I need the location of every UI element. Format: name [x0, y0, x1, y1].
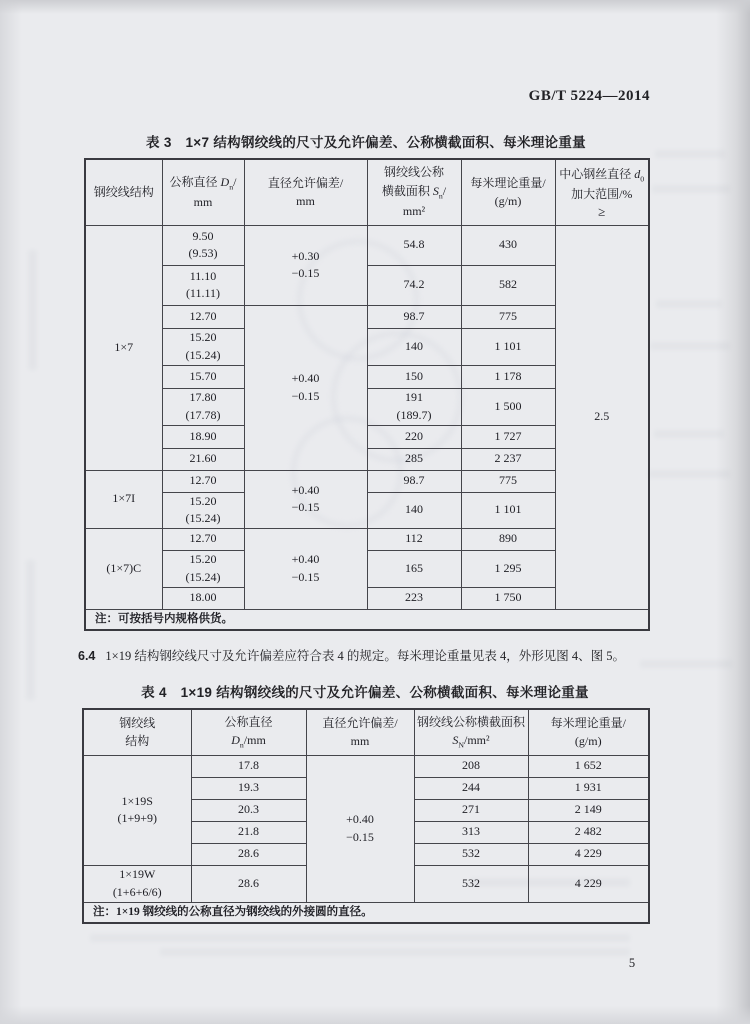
- header-diameter-tolerance: 直径允许偏差/ mm: [244, 159, 367, 225]
- cell-structure-1x7I: 1×7I: [85, 470, 162, 528]
- cell-diameter: 12.70: [162, 305, 244, 328]
- cell-tolerance: +0.40 −0.15: [306, 755, 414, 902]
- cell-area: 285: [367, 448, 461, 470]
- section-6-4: [78, 647, 664, 666]
- cell-area: 223: [367, 587, 461, 609]
- cell-mass: 2 149: [528, 799, 649, 821]
- cell-area: 244: [414, 777, 528, 799]
- cell-diameter: 15.20 (15.24): [162, 550, 244, 587]
- cell-area: 165: [367, 550, 461, 587]
- cell-mass: 1 750: [461, 587, 555, 609]
- cell-area: 98.7: [367, 305, 461, 328]
- cell-area: 140: [367, 492, 461, 528]
- cell-area: 208: [414, 755, 528, 777]
- bleed-through-smudge: [160, 948, 630, 956]
- cell-mass: 890: [461, 528, 555, 550]
- cell-mass: 430: [461, 225, 555, 265]
- cell-mass: 4 229: [528, 843, 649, 865]
- cell-mass: 1 101: [461, 328, 555, 365]
- cell-diameter: 11.10 (11.11): [162, 265, 244, 305]
- cell-diameter: 12.70: [162, 470, 244, 492]
- cell-tolerance: +0.30 −0.15: [244, 225, 367, 305]
- bleed-through-smudge: [656, 300, 722, 308]
- cell-mass: 4 229: [528, 865, 649, 902]
- header-nominal-diameter: 公称直径 $D_n/$ mm: [162, 159, 244, 225]
- cell-area: 150: [367, 365, 461, 388]
- cell-diameter: 28.6: [191, 865, 306, 902]
- cell-diameter: 15.20 (15.24): [162, 492, 244, 528]
- cell-structure-1x7: 1×7: [85, 225, 162, 470]
- bleed-through-smudge: [650, 342, 730, 350]
- cell-diameter: 19.3: [191, 777, 306, 799]
- cell-mass: 775: [461, 470, 555, 492]
- cell-diameter: 17.80 (17.78): [162, 388, 244, 425]
- cell-area: 112: [367, 528, 461, 550]
- header-strand-structure: 钢绞线 结构: [83, 709, 191, 755]
- bleed-through-smudge: [648, 470, 730, 478]
- header-diameter-tolerance: 直径允许偏差/ mm: [306, 709, 414, 755]
- cell-center-wire-increase: 2.5: [555, 225, 649, 609]
- cell-mass: 1 295: [461, 550, 555, 587]
- bleed-through-smudge: [655, 150, 725, 158]
- cell-tolerance: +0.40 −0.15: [244, 528, 367, 609]
- header-nominal-cross-section: 钢绞线公称横截面积 $S_N$/mm²: [414, 709, 528, 755]
- section-text: 1×19 结构钢绞线尺寸及允许偏差应符合表 4 的规定。每米理论重量见表 4，外形见图 4、图 5。: [105, 649, 625, 663]
- cell-diameter: 21.8: [191, 821, 306, 843]
- cell-area: 191 (189.7): [367, 388, 461, 425]
- cell-mass: 1 101: [461, 492, 555, 528]
- header-strand-structure: 钢绞线结构: [85, 159, 162, 225]
- cell-diameter: 17.8: [191, 755, 306, 777]
- cell-structure-1x19W: 1×19W (1+6+6/6): [83, 865, 191, 902]
- table3-title: 表 3 1×7 结构钢绞线的尺寸及允许偏差、公称横截面积、每米理论重量: [146, 135, 586, 150]
- cell-tolerance: +0.40 −0.15: [244, 305, 367, 470]
- cell-diameter: 18.00: [162, 587, 244, 609]
- cell-mass: 775: [461, 305, 555, 328]
- bleed-through-smudge: [26, 560, 35, 700]
- table4-title: 表 4 1×19 结构钢绞线的尺寸及允许偏差、公称横截面积、每米理论重量: [141, 685, 589, 700]
- cell-area: 532: [414, 843, 528, 865]
- cell-diameter: 9.50 (9.53): [162, 225, 244, 265]
- cell-diameter: 15.20 (15.24): [162, 328, 244, 365]
- cell-diameter: 21.60: [162, 448, 244, 470]
- table4-note: 注：1×19 钢绞线的公称直径为钢绞线的外接圆的直径。: [83, 902, 649, 923]
- bleed-through-smudge: [652, 185, 730, 193]
- cell-mass: 1 500: [461, 388, 555, 425]
- cell-diameter: 28.6: [191, 843, 306, 865]
- cell-area: 532: [414, 865, 528, 902]
- bleed-through-smudge: [654, 430, 724, 438]
- cell-tolerance: +0.40 −0.15: [244, 470, 367, 528]
- cell-area: 74.2: [367, 265, 461, 305]
- cell-structure-1x19S: 1×19S (1+9+9): [83, 755, 191, 865]
- header-mass-per-metre: 每米理论重量/ (g/m): [528, 709, 649, 755]
- header-center-wire-increase: 中心钢丝直径 $d_0$ 加大范围/% ≥: [555, 159, 649, 225]
- page-number: 5: [628, 956, 636, 970]
- cell-diameter: 12.70: [162, 528, 244, 550]
- cell-mass: 1 727: [461, 425, 555, 448]
- header-nominal-diameter: 公称直径 $D_n/mm$: [191, 709, 306, 755]
- cell-structure-1x7C: (1×7)C: [85, 528, 162, 609]
- cell-mass: 582: [461, 265, 555, 305]
- bleed-through-smudge: [90, 934, 630, 942]
- cell-area: 313: [414, 821, 528, 843]
- cell-area: 271: [414, 799, 528, 821]
- cell-mass: 1 931: [528, 777, 649, 799]
- cell-diameter: 20.3: [191, 799, 306, 821]
- cell-mass: 2 482: [528, 821, 649, 843]
- table3: [84, 158, 650, 631]
- cell-mass: 2 237: [461, 448, 555, 470]
- header-nominal-cross-section: 钢绞线公称 横截面积 $S_n/$ mm²: [367, 159, 461, 225]
- header-mass-per-metre: 每米理论重量/ (g/m): [461, 159, 555, 225]
- cell-mass: 1 652: [528, 755, 649, 777]
- table4: [82, 708, 650, 924]
- cell-area: 54.8: [367, 225, 461, 265]
- cell-diameter: 15.70: [162, 365, 244, 388]
- table3-note: 注：可按括号内规格供货。: [85, 609, 649, 630]
- standard-code: GB/T 5224—2014: [528, 88, 650, 104]
- cell-mass: 1 178: [461, 365, 555, 388]
- cell-area: 220: [367, 425, 461, 448]
- cell-area: 98.7: [367, 470, 461, 492]
- cell-area: 140: [367, 328, 461, 365]
- cell-diameter: 18.90: [162, 425, 244, 448]
- bleed-through-smudge: [28, 250, 37, 370]
- section-number: 6.4: [78, 649, 96, 663]
